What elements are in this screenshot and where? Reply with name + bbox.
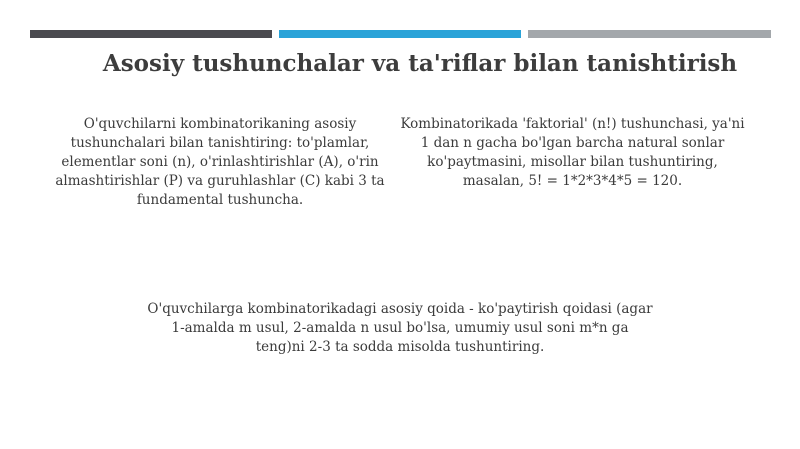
accent-bar-blue xyxy=(279,30,521,38)
slide-title: Asosiy tushunchalar va ta'riflar bilan tanishtirish xyxy=(102,50,738,77)
accent-bar-dark xyxy=(30,30,272,38)
text-block-multiplication-rule: O'quvchilarga kombinatorikadagi asosiy qoida - ko'paytirish qoidasi (agar 1-amalda m usul, 2-amalda n usul bo'lsa, umumiy usul soni m*n ga teng)ni 2-3 ta sodda misolda tushuntiring. xyxy=(147,301,653,355)
text-block-sets: O'quvchilarni kombinatorikaning asosiy tushunchalari bilan tanishtiring: to'plamlar, elementlar soni (n), o'rinlashtirishlar (A), o'rin almashtirishlar (P) va guruhlashlar (C) kabi 3 ta fundamental tushuncha. xyxy=(55,116,385,208)
accent-bar-gray xyxy=(528,30,771,38)
text-block-factorial: Kombinatorikada 'faktorial' (n!) tushunchasi, ya'ni 1 dan n gacha bo'lgan barcha natural sonlar ko'paytmasini, misollar bilan tushuntiring, masalan, 5! = 1*2*3*4*5 = 120. xyxy=(400,116,745,189)
